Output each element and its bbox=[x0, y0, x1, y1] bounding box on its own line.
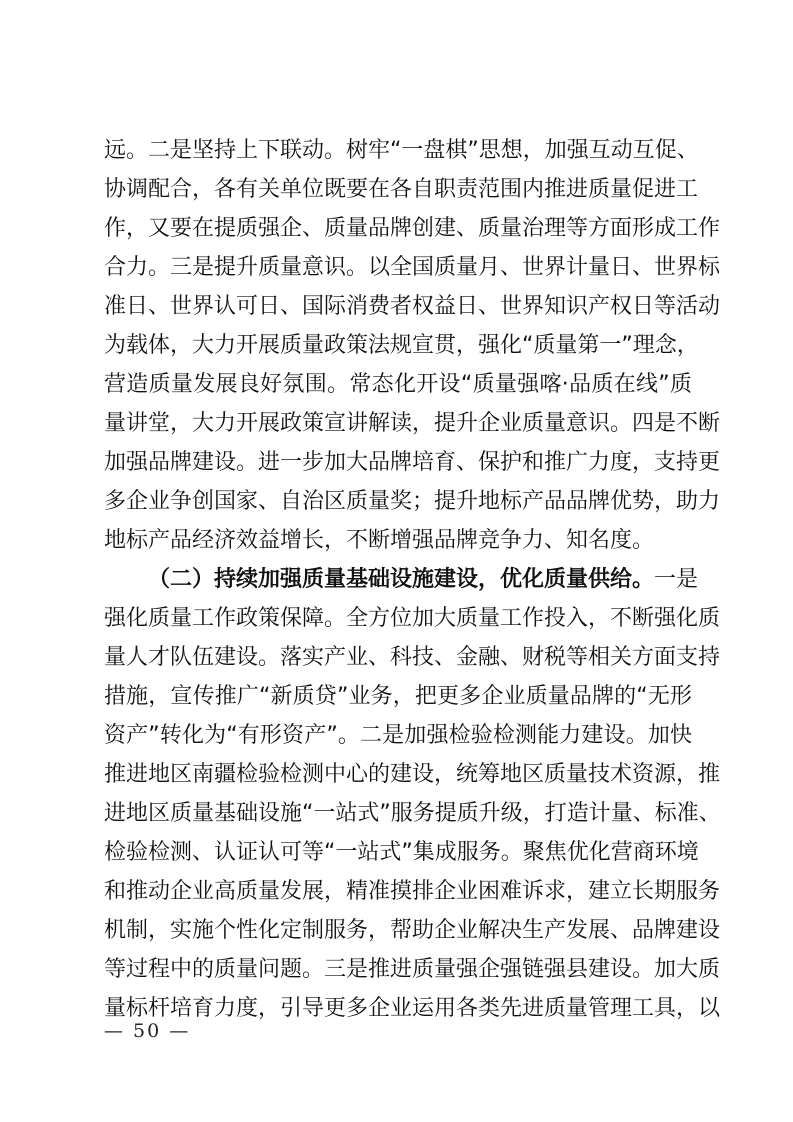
text-line: 等过程中的质量问题。三是推进质量强企强链强县建设。加大质 bbox=[104, 957, 721, 982]
section-heading-line bbox=[104, 560, 699, 599]
text-line: 远。二是坚持上下联动。树牢“一盘棋”思想，加强互动互促、 bbox=[104, 138, 699, 163]
paragraph-2 bbox=[104, 560, 721, 1028]
document-page bbox=[104, 131, 721, 1028]
text-line: 为载体，大力开展质量政策法规宣贯，强化“质量第一”理念， bbox=[104, 333, 699, 358]
text-line: 和推动企业高质量发展，精准摸排企业困难诉求，建立长期服务 bbox=[104, 879, 721, 904]
text-line: 进地区质量基础设施“一站式”服务提质升级，打造计量、标准、 bbox=[104, 801, 721, 826]
text-line: 合力。三是提升质量意识。以全国质量月、世界计量日、世界标 bbox=[104, 255, 721, 280]
text-line: 机制，实施个性化定制服务，帮助企业解决生产发展、品牌建设 bbox=[104, 918, 721, 943]
text-line: 量讲堂，大力开展政策宣讲解读，提升企业质量意识。四是不断 bbox=[104, 411, 721, 436]
text-line: 量标杆培育力度，引导更多企业运用各类先进质量管理工具，以 bbox=[104, 996, 721, 1021]
text-line: 作，又要在提质强企、质量品牌创建、质量治理等方面形成工作 bbox=[104, 216, 721, 241]
text-line: 协调配合，各有关单位既要在各自职责范围内推进质量促进工 bbox=[104, 177, 699, 202]
section-heading: （二）持续加强质量基础设施建设，优化质量供给。 bbox=[148, 567, 655, 592]
paragraph-1 bbox=[104, 131, 721, 560]
text-line: 措施，宣传推广“新质贷”业务，把更多企业质量品牌的“无形 bbox=[104, 684, 692, 709]
text-line: 推进地区南疆检验检测中心的建设，统筹地区质量技术资源，推 bbox=[104, 762, 721, 787]
text-line: 地标产品经济效益增长，不断增强品牌竞争力、知名度。 bbox=[104, 528, 655, 553]
text-line: 准日、世界认可日、国际消费者权益日、世界知识产权日等活动 bbox=[104, 294, 721, 319]
text-line: 检验检测、认证认可等“一站式”集成服务。聚焦优化营商环境 bbox=[104, 840, 699, 865]
text-line: 强化质量工作政策保障。全方位加大质量工作投入，不断强化质 bbox=[104, 606, 721, 631]
section-heading-tail: 一是 bbox=[654, 567, 699, 592]
text-line: 资产”转化为“有形资产”。二是加强检验检测能力建设。加快 bbox=[104, 723, 692, 748]
text-line: 加强品牌建设。进一步加大品牌培育、保护和推广力度，支持更 bbox=[104, 450, 721, 475]
text-line: 量人才队伍建设。落实产业、科技、金融、财税等相关方面支持 bbox=[104, 645, 721, 670]
text-line: 多企业争创国家、自治区质量奖；提升地标产品品牌优势，助力 bbox=[104, 489, 721, 514]
page-number: — 50 — bbox=[104, 1020, 191, 1042]
text-line: 营造质量发展良好氛围。常态化开设“质量强喀·品质在线”质 bbox=[104, 372, 692, 397]
